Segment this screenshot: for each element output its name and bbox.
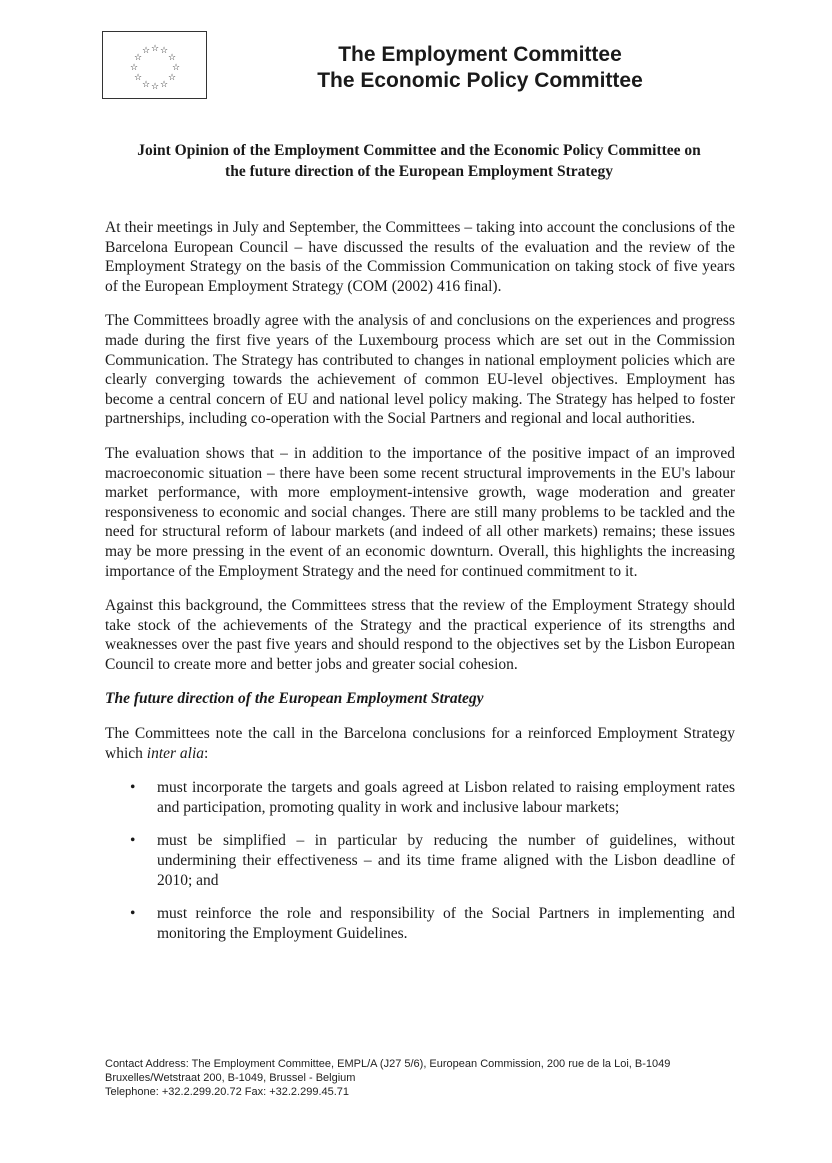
svg-text:☆: ☆ <box>159 80 169 90</box>
document-body <box>105 218 735 957</box>
intro-end: : <box>204 744 209 762</box>
header-line-2: The Economic Policy Committee <box>317 69 643 92</box>
intro-paragraph <box>105 724 735 763</box>
eu-emblem <box>102 31 207 99</box>
bullet-text: must be simplified – in particular by reducing the number of guidelines, without undermining their effectiveness – and its time frame aligned with the Lisbon deadline of 2010; and <box>157 832 735 889</box>
svg-text:☆: ☆ <box>141 80 151 90</box>
footer-line-3: Telephone: +32.2.299.20.72 Fax: +32.2.299.45.71 <box>105 1086 350 1098</box>
list-item <box>105 831 735 890</box>
bullet-icon: • <box>130 832 136 850</box>
svg-text:☆: ☆ <box>141 46 151 56</box>
list-item <box>105 778 735 817</box>
eu-stars-icon <box>103 32 208 100</box>
bullet-text: must incorporate the targets and goals agreed at Lisbon related to raising employment rates and participation, promoting quality in work and inclusive labour markets; <box>157 779 735 816</box>
svg-text:☆: ☆ <box>167 53 177 63</box>
intro-emphasis: inter alia <box>146 744 205 762</box>
bullet-list <box>105 778 735 943</box>
contact-footer <box>105 1057 745 1099</box>
svg-text:☆: ☆ <box>150 82 160 92</box>
svg-text:☆: ☆ <box>133 53 143 63</box>
footer-line-2: Bruxelles/Wetstraat 200, B-1049, Brussel - Belgium <box>105 1072 356 1084</box>
title-line-2: the future direction of the European Employment Strategy <box>225 163 613 180</box>
paragraph-4: Against this background, the Committees stress that the review of the Employment Strategy should take stock of the achievements of the Strategy and the practical experience of its strengths and weaknesses over the past five years and should respond to the objectives set by the Lisbon European Council to create more and better jobs and greater social cohesion. <box>105 597 735 673</box>
paragraph-1: At their meetings in July and September, the Committees – taking into account the conclusions of the Barcelona European Council – have discussed the results of the evaluation and the review of the Employment Strategy on the basis of the Commission Communication on taking stock of five years of the European Employment Strategy (COM (2002) 416 final). <box>105 219 735 295</box>
intro-text: The Committees note the call in the Barcelona conclusions for a reinforced Employment Strategy which <box>105 725 735 762</box>
document-title <box>104 140 734 182</box>
committee-header <box>270 42 690 94</box>
section-heading: The future direction of the European Employment Strategy <box>105 690 484 708</box>
paragraph-2: The Committees broadly agree with the analysis of and conclusions on the experiences and progress made during the first five years of the Luxembourg process which are set out in the Commission Communication. The Strategy has contributed to changes in national employment policies which are clearly converging towards the achievement of common EU-level objectives. Employment has become a central concern of EU and national level policy making. The Strategy has helped to foster partnerships, including co-operation with the Social Partners and regional and local authorities. <box>105 312 735 428</box>
svg-text:☆: ☆ <box>159 46 169 56</box>
title-line-1: Joint Opinion of the Employment Committee and the Economic Policy Committee on <box>137 142 701 159</box>
footer-line-1: Contact Address: The Employment Committee, EMPL/A (J27 5/6), European Commission, 200 rue de la Loi, B-1049 <box>105 1058 671 1070</box>
svg-text:☆: ☆ <box>133 73 143 83</box>
header-line-1: The Employment Committee <box>338 43 622 66</box>
bullet-icon: • <box>130 905 136 923</box>
list-item <box>105 904 735 943</box>
paragraph-3: The evaluation shows that – in addition to the importance of the positive impact of an improved macroeconomic situation – there have been some recent structural improvements in the EU's labour market performance, with more employment-intensive growth, wage moderation and greater responsiveness to economic and social changes. There are still many problems to be tackled and the need for structural reform of labour markets (and indeed of all other markets) remains; these issues may be more pressing in the event of an economic downturn. Overall, this highlights the increasing importance of the Employment Strategy and the need for continued commitment to it. <box>105 444 735 580</box>
bullet-icon: • <box>130 779 136 797</box>
svg-text:☆: ☆ <box>167 73 177 83</box>
svg-text:☆: ☆ <box>150 44 160 54</box>
svg-text:☆: ☆ <box>129 63 139 73</box>
svg-text:☆: ☆ <box>171 63 181 73</box>
bullet-text: must reinforce the role and responsibility of the Social Partners in implementing and monitoring the Employment Guidelines. <box>157 905 735 942</box>
